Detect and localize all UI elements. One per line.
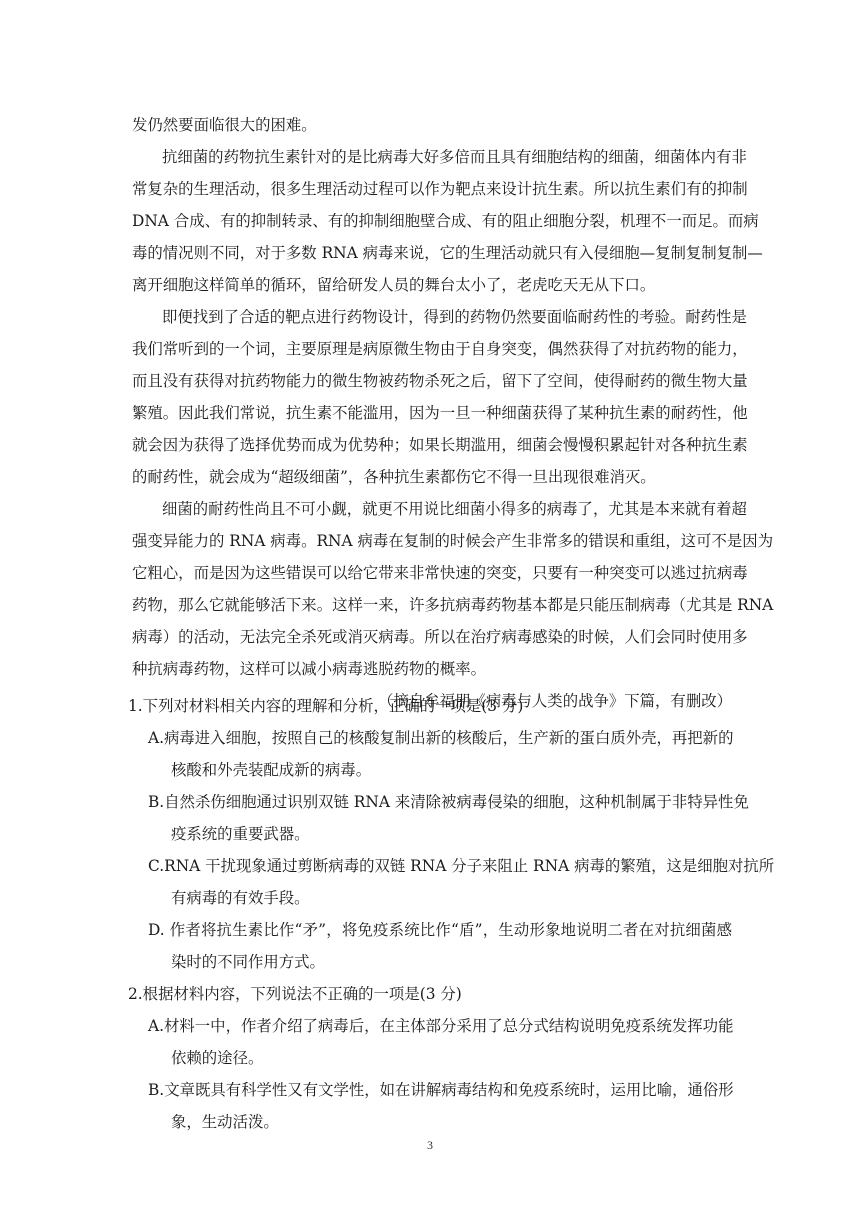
option-line: C.RNA 干扰现象通过剪断病毒的双链 RNA 分子来阻止 RNA 病毒的繁殖，这是细胞对抗所 bbox=[148, 857, 775, 875]
option-line: A.材料一中，作者介绍了病毒后，在主体部分采用了总分式结构说明免疫系统发挥功能 bbox=[148, 1017, 734, 1035]
option-line: 象，生动活泼。 bbox=[171, 1113, 279, 1131]
paragraph-line: 即便找到了合适的靶点进行药物设计，得到的药物仍然要面临耐药性的考验。耐药性是 bbox=[162, 308, 747, 326]
question-1-option-b bbox=[128, 786, 749, 850]
paragraph-line: 药物，那么它就能够活下来。这样一来，许多抗病毒药物基本都是只能压制病毒（尤其是 RNA bbox=[132, 596, 774, 614]
paragraph-line: 种抗病毒药物，这样可以减小病毒逃脱药物的概率。 bbox=[132, 660, 486, 678]
option-line: D. 作者将抗生素比作“矛”，将免疫系统比作“盾”，生动形象地说明二者在对抗细菌感 bbox=[148, 921, 732, 939]
paragraph-3 bbox=[132, 493, 774, 685]
question-1-stem: 1.下列对材料相关内容的理解和分析，正确的一项是(3 分) bbox=[128, 697, 524, 715]
option-line: 疫系统的重要武器。 bbox=[171, 825, 310, 843]
question-1-option-d bbox=[128, 914, 732, 978]
question-1-option-c bbox=[128, 850, 775, 914]
option-line: B.自然杀伤细胞通过识别双链 RNA 来清除被病毒侵染的细胞，这种机制属于非特异性免 bbox=[148, 793, 749, 811]
paragraph-line: 抗细菌的药物抗生素针对的是比病毒大好多倍而且具有细胞结构的细菌，细菌体内有非 bbox=[162, 148, 747, 166]
option-line: A.病毒进入细胞，按照自己的核酸复制出新的核酸后，生产新的蛋白质外壳，再把新的 bbox=[148, 729, 734, 747]
paragraph-line: 它粗心，而是因为这些错误可以给它带来非常快速的突变，只要有一种突变可以逃过抗病毒 bbox=[132, 564, 748, 582]
paragraph-1 bbox=[132, 141, 763, 301]
passage bbox=[132, 109, 774, 717]
paragraph-line: 就会因为获得了选择优势而成为优势种；如果长期滥用，细菌会慢慢积累起针对各种抗生素 bbox=[132, 436, 748, 454]
question-2-option-b bbox=[128, 1074, 732, 1138]
paragraph-line: 病毒）的活动，无法完全杀死或消灭病毒。所以在治疗病毒感染的时候，人们会同时使用多 bbox=[132, 628, 748, 646]
paragraph-line: 细菌的耐药性尚且不可小觑，就更不用说比细菌小得多的病毒了，尤其是本来就有着超 bbox=[162, 500, 747, 518]
option-line: 依赖的途径。 bbox=[171, 1049, 264, 1067]
option-line: 核酸和外壳装配成新的病毒。 bbox=[171, 761, 372, 779]
paragraph-line: 我们常听到的一个词，主要原理是病原微生物由于自身突变，偶然获得了对抗药物的能力， bbox=[132, 340, 748, 358]
question-1-option-a bbox=[128, 722, 732, 786]
paragraph-line: 强变异能力的 RNA 病毒。RNA 病毒在复制的时候会产生非常多的错误和重组，这可不是因为 bbox=[132, 532, 774, 550]
paragraph-line: 离开细胞这样简单的循环，留给研发人员的舞台太小了，老虎吃天无从下口。 bbox=[132, 276, 656, 294]
option-line: 染时的不同作用方式。 bbox=[171, 953, 325, 971]
source-citation: （摘自牟福朋《病毒与人类的战争》下篇，有删改） bbox=[378, 692, 732, 710]
paragraph-line: 的耐药性，就会成为“超级细菌”，各种抗生素都伤它不得一旦出现很难消灭。 bbox=[132, 468, 656, 486]
question-2-option-a bbox=[128, 1010, 732, 1074]
paragraph-0-line: 发仍然要面临很大的困难。 bbox=[132, 116, 317, 134]
paragraph-line: 毒的情况则不同，对于多数 RNA 病毒来说，它的生理活动就只有入侵细胞—复制复制复制— bbox=[132, 244, 763, 262]
paragraph-line: 常复杂的生理活动，很多生理活动过程可以作为靶点来设计抗生素。所以抗生素们有的抑制 bbox=[132, 180, 748, 198]
option-line: B.文章既具有科学性又有文学性，如在讲解病毒结构和免疫系统时，运用比喻，通俗形 bbox=[148, 1081, 734, 1099]
paragraph-line: DNA 合成、有的抑制转录、有的抑制细胞壁合成、有的阻止细胞分裂，机理不一而足。而病 bbox=[132, 212, 759, 230]
question-2-stem: 2.根据材料内容，下列说法不正确的一项是(3 分) bbox=[128, 985, 462, 1003]
questions bbox=[128, 690, 775, 1138]
page-number: 3 bbox=[427, 1138, 433, 1152]
paragraph-line: 而且没有获得对抗药物能力的微生物被药物杀死之后，留下了空间，使得耐药的微生物大量 bbox=[132, 372, 748, 390]
paragraph-line: 繁殖。因此我们常说，抗生素不能滥用，因为一旦一种细菌获得了某种抗生素的耐药性，他 bbox=[132, 404, 748, 422]
option-line: 有病毒的有效手段。 bbox=[171, 889, 310, 907]
paragraph-2 bbox=[132, 301, 748, 493]
